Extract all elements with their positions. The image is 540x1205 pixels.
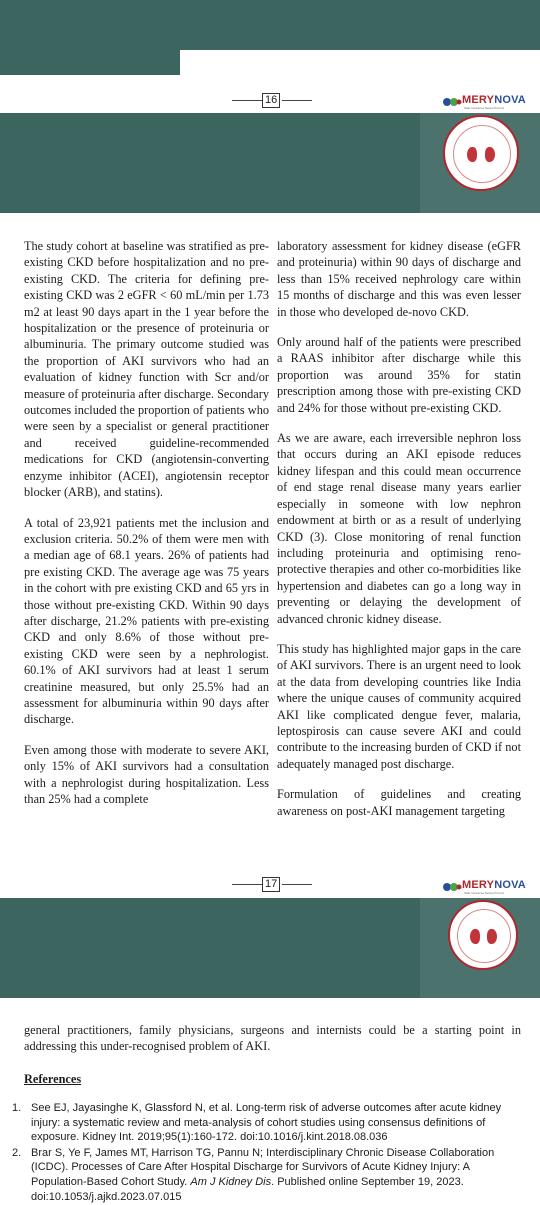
references-heading: References [24, 1072, 82, 1086]
reference-item [4, 1146, 514, 1204]
association-seal-icon [443, 115, 519, 191]
brand-name-part1: MERY [462, 879, 495, 891]
reference-number: 2. [12, 1146, 22, 1159]
association-seal-icon [448, 900, 518, 970]
right-paragraph-1: laboratory assessment for kidney disease (eGFR and proteinuria) within 90 days of discharge and less than 15% received nephrology care within 15 months of discharge and this was even lesser in those who developed de-novo CKD. [277, 239, 521, 319]
reference-text-tail: . Published online September 19, 2023. doi:10.1053/j.ajkd.2023.07.015 [31, 1175, 464, 1203]
right-paragraph-4: This study has highlighted major gaps in the care of AKI survivors. There is an urgent need to look at the data from developing countries like India where the unique causes of community acquired AKI like complicated dengue fever, malaria, leptospirosis can cause severe AKI and could contribute to the increasing burden of CKD if not adequately managed post discharge. [277, 641, 521, 771]
references-list [4, 1101, 514, 1205]
merynova-logo-icon [442, 94, 462, 104]
reference-text: Brar S, Ye F, James MT, Harrison TG, Pannu N; Interdisciplinary Chronic Disease Collaboration (ICDC). Processes of Care After Hospital Discharge for Survivors of Acute Kidney Injury: A Population-Based Cohort Study. [31, 1146, 495, 1188]
page-rule-left-16 [232, 100, 262, 101]
brand-tagline: Safe Insurance Series Pvt Ltd [464, 891, 504, 895]
right-paragraph-2: Only around half of the patients were prescribed a RAAS inhibitor after discharge while this proportion was around 35% for statin prescription among those with pre-existing CKD and 24% for those without pre-existing CKD. [277, 335, 521, 415]
merynova-logo-2 [442, 875, 526, 895]
merynova-logo-icon [442, 879, 462, 889]
page-rule-left-17 [232, 884, 262, 885]
reference-item [4, 1101, 514, 1145]
brand-name-part1: MERY [462, 94, 495, 106]
left-paragraph-3: Even among those with moderate to severe AKI, only 15% of AKI survivors had a consultation with a nephrologist during hospitalization. Less than 25% had a complete [24, 742, 269, 806]
reference-text: See EJ, Jayasinghe K, Glassford N, et al. Long-term risk of adverse outcomes after acute kidney injury: a systematic review and meta-analysis of cohort studies using consensus definitions of exposure. Kidney Int. 2019;95(1):160-172. doi:10.1016/j.kint.2018.08.036 [31, 1102, 502, 1144]
page-rule-right-17 [282, 884, 312, 885]
header-notch-top [180, 50, 540, 75]
merynova-logo [442, 90, 526, 110]
reference-journal: Am J Kidney Dis [190, 1175, 272, 1188]
page-rule-right-16 [282, 100, 312, 101]
brand-tagline: Safe Insurance Series Pvt Ltd [464, 106, 504, 110]
brand-name-part2: NOVA [494, 879, 526, 891]
left-paragraph-2: A total of 23,921 patients met the inclusion and exclusion criteria. 50.2% of them were men with a median age of 68.1 years. 26% of patients had pre existing CKD. The average age was 75 years in the cohort with pre existing CKD and 65 yrs in those without pre-existing CKD. Within 90 days after discharge, 21.2% patients with pre-existing CKD and only 8.6% of those without pre-existing CKD were seen by a nephrologist. 60.1% of AKI survivors had at least 1 serum creatinine measured, but only 25.5% had an assessment for albuminuria within 90 days after discharge. [24, 515, 269, 727]
left-column [24, 238, 269, 821]
left-paragraph-1: The study cohort at baseline was stratified as pre-existing CKD before hospitalization and no pre-existing CKD. The criteria for defining pre-existing CKD was 2 eGFR < 60 mL/min per 1.73 m2 at least 90 days apart in the 1 year before the hospitalization or the presence of proteinuria or albuminuria. The primary outcome studied was the proportion of AKI survivors who had an evaluation of kidney function with Scr and/or measure of proteinuria after discharge. Secondary outcomes included the proportion of patients who were seen by a specialist or general practitioner and received guideline-recommended medications for CKD (angiotensin-converting enzyme inhibitor (ACEI), angiotensin receptor blocker (ARB), and statins). [24, 239, 269, 500]
right-paragraph-3: As we are aware, each irreversible nephron loss that occurs during an AKI episode reduces kidney lifespan and this could mean occurrence of end stage renal disease many years earlier especially in someone with low nephron endowment at birth or as a result of underlying CKD (3). Close monitoring of renal function including proteinuria and optimising reno-protective therapies and other co-morbidities like hypertension and diabetes can go a long way in preventing or delaying the development of advanced chronic kidney disease. [277, 431, 521, 626]
title-band-bottom [0, 898, 420, 998]
continuation-paragraph: general practitioners, family physicians, surgeons and internists could be a starting point in addressing this under-recognised problem of AKI. [24, 1023, 521, 1054]
right-column [277, 238, 521, 833]
brand-name-part2: NOVA [494, 94, 526, 106]
reference-number: 1. [12, 1102, 22, 1114]
page-number-16: 16 [262, 93, 280, 108]
page-number-17: 17 [262, 877, 280, 892]
right-paragraph-5: Formulation of guidelines and creating awareness on post-AKI management targeting [277, 787, 521, 818]
title-band-top [0, 113, 420, 213]
